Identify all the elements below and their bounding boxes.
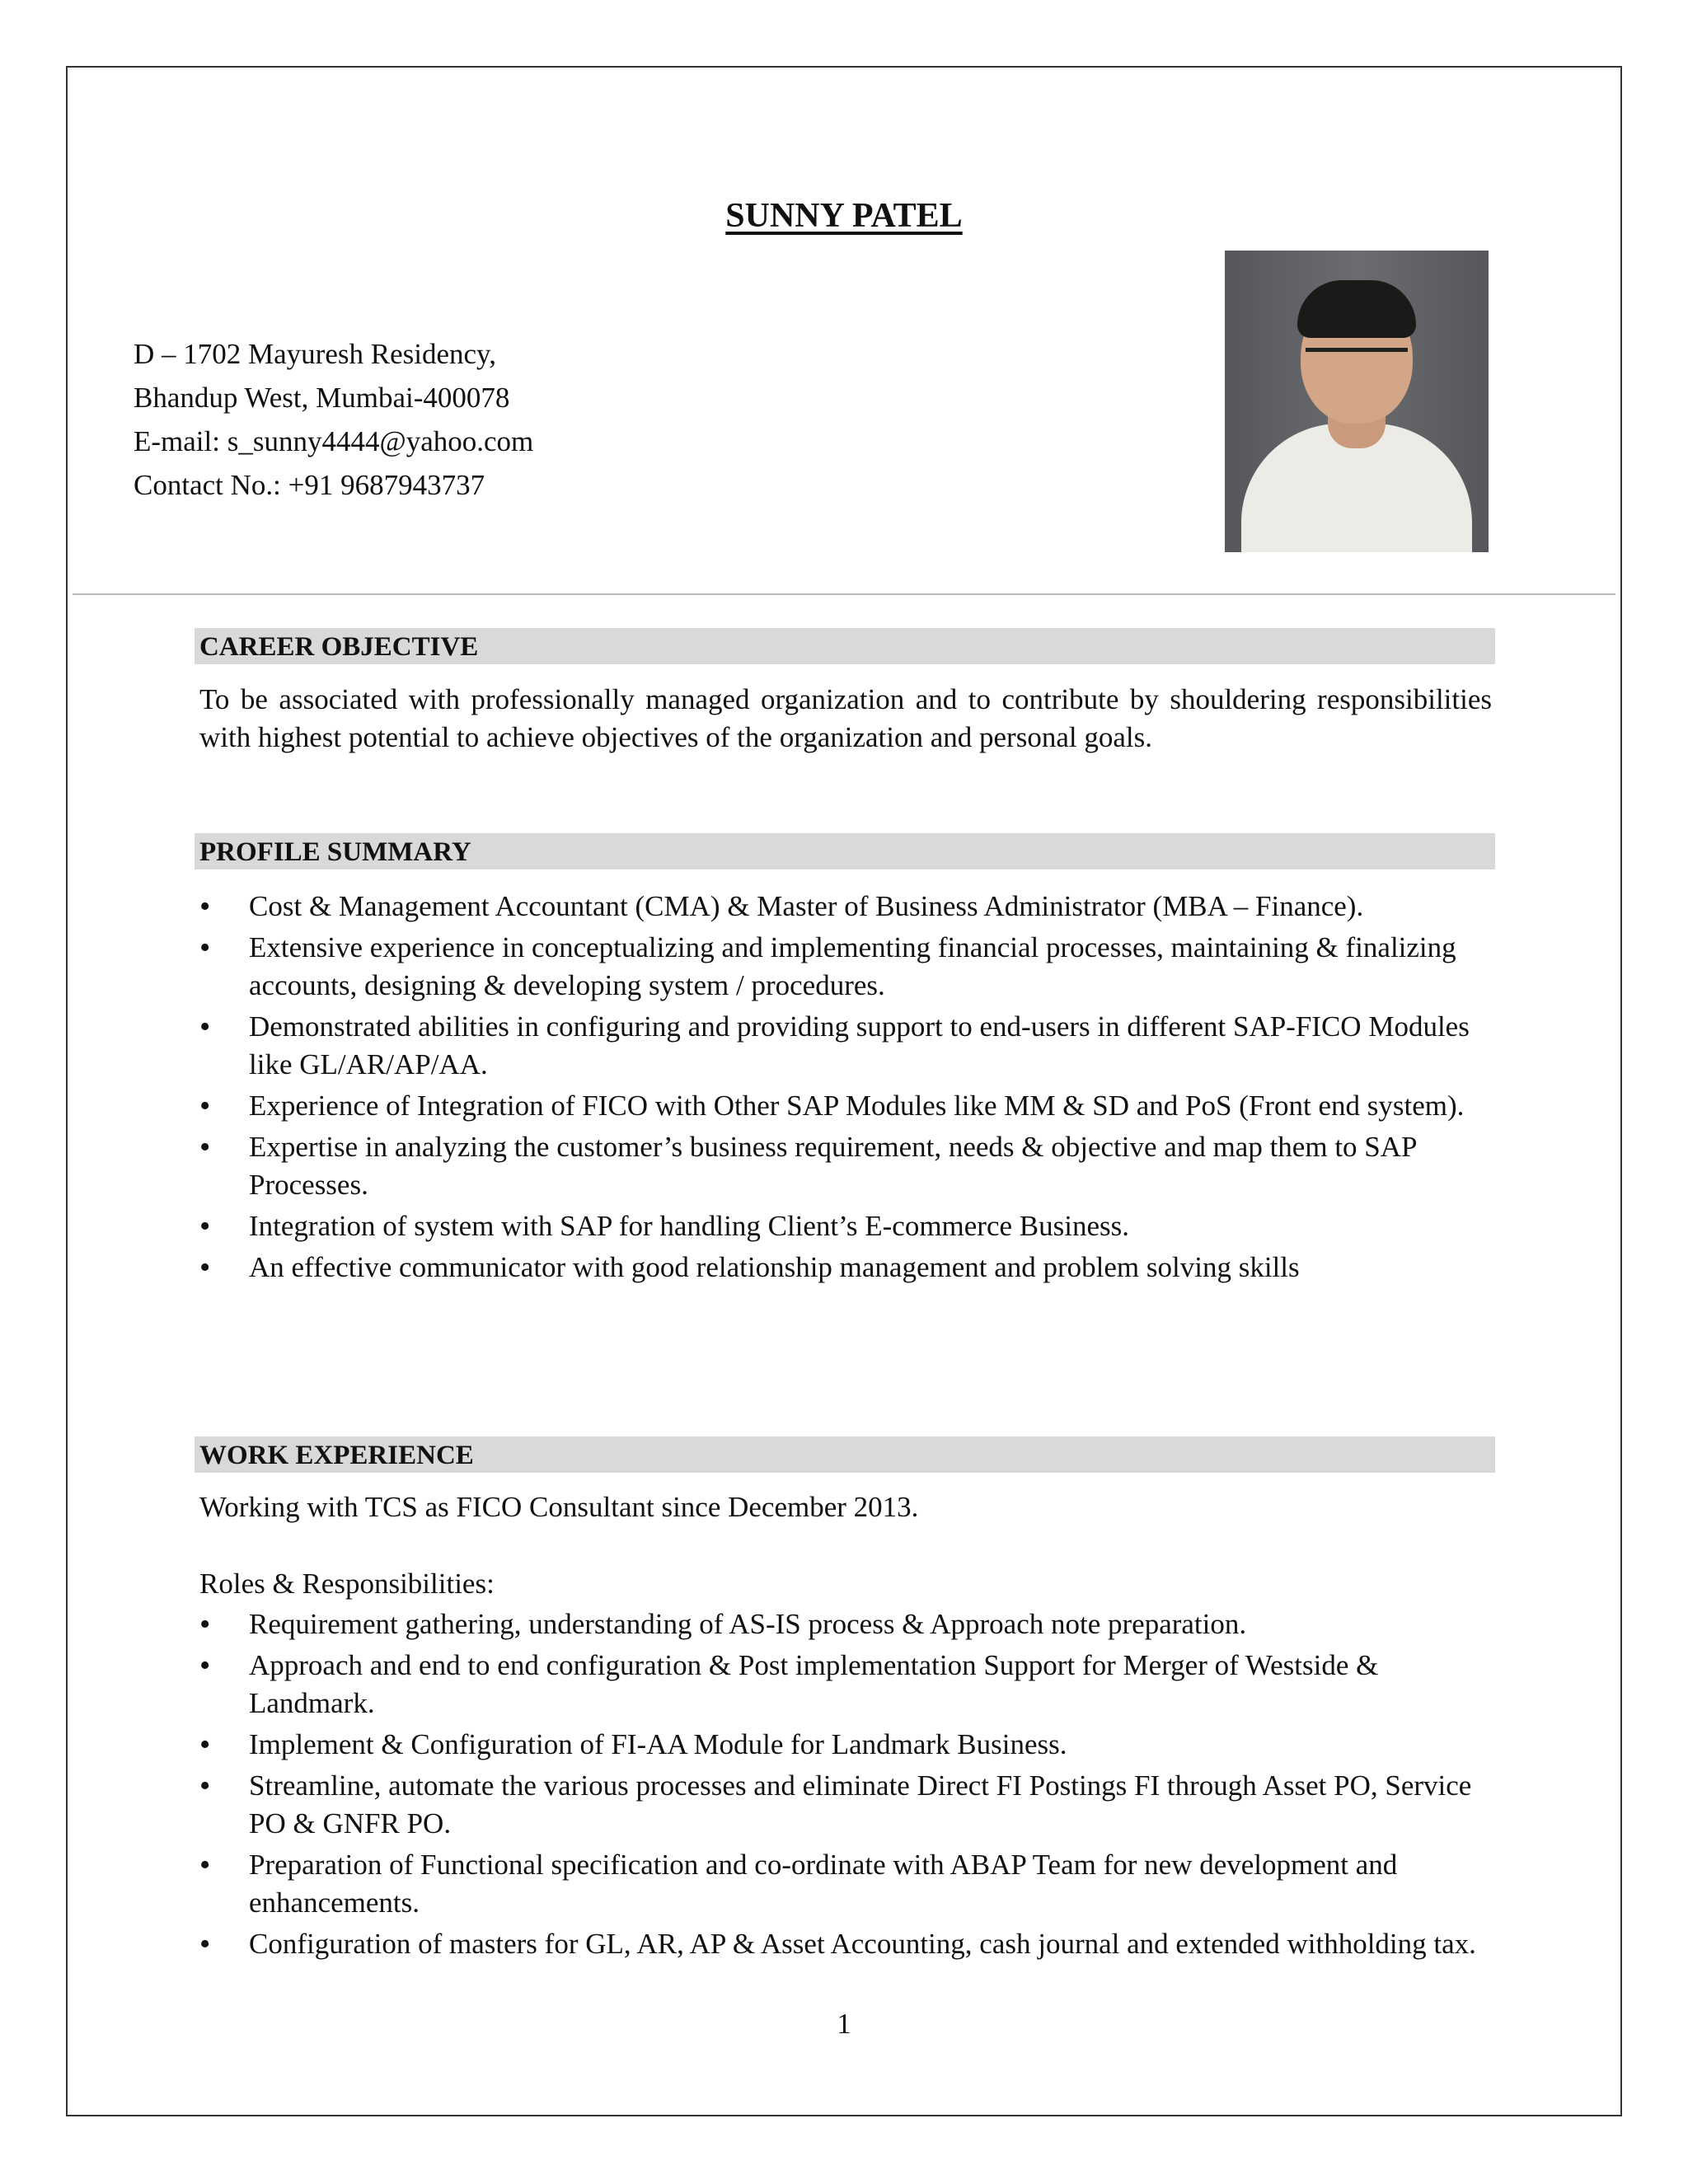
profile-photo bbox=[1225, 251, 1489, 552]
address-line-2: Bhandup West, Mumbai-400078 bbox=[134, 382, 510, 414]
photo-glasses bbox=[1306, 348, 1408, 369]
list-item: • Configuration of masters for GL, AR, AP & Asset Accounting, cash journal and extended withholding tax. bbox=[199, 1925, 1502, 1963]
list-item: • Integration of system with SAP for handling Client’s E-commerce Business. bbox=[199, 1207, 1502, 1245]
list-item: • Preparation of Functional specification and co-ordinate with ABAP Team for new development and enhancements. bbox=[199, 1846, 1502, 1922]
list-item: • Cost & Management Accountant (CMA) & Master of Business Administrator (MBA – Finance). bbox=[199, 888, 1502, 926]
list-item: • Extensive experience in conceptualizing and implementing financial processes, maintaining & finalizing accounts, designing & developing system / procedures. bbox=[199, 929, 1502, 1005]
section-heading-career-objective: CAREER OBJECTIVE bbox=[195, 628, 1495, 664]
contact-block bbox=[134, 332, 533, 507]
profile-summary-list bbox=[199, 888, 1502, 1290]
roles-heading: Roles & Responsibilities: bbox=[199, 1568, 495, 1600]
list-item: • Approach and end to end configuration & Post implementation Support for Merger of Westside & Landmark. bbox=[199, 1647, 1502, 1722]
list-item: • Expertise in analyzing the customer’s business requirement, needs & objective and map them to SAP Processes. bbox=[199, 1128, 1502, 1204]
section-heading-work-experience: WORK EXPERIENCE bbox=[195, 1436, 1495, 1473]
header-divider bbox=[73, 593, 1615, 595]
list-item: • Experience of Integration of FICO with Other SAP Modules like MM & SD and PoS (Front end system). bbox=[199, 1087, 1502, 1125]
list-item: • Requirement gathering, understanding of AS-IS process & Approach note preparation. bbox=[199, 1605, 1502, 1643]
contact-line: Contact No.: +91 9687943737 bbox=[134, 469, 485, 501]
email-line: E-mail: s_sunny4444@yahoo.com bbox=[134, 425, 534, 457]
list-item: • An effective communicator with good relationship management and problem solving skills bbox=[199, 1249, 1502, 1286]
page-number: 1 bbox=[837, 2008, 851, 2040]
list-item: • Streamline, automate the various processes and eliminate Direct FI Postings FI through Asset PO, Service PO & GNFR PO. bbox=[199, 1767, 1502, 1843]
list-item: • Implement & Configuration of FI-AA Module for Landmark Business. bbox=[199, 1726, 1502, 1764]
photo-hair bbox=[1297, 280, 1416, 338]
career-objective-text: To be associated with professionally managed organization and to contribute by shouldering responsibilities with highest potential to achieve objectives of the organization and personal goals. bbox=[199, 683, 1492, 753]
section-heading-profile-summary: PROFILE SUMMARY bbox=[195, 833, 1495, 869]
list-item: • Demonstrated abilities in configuring and providing support to end-users in different SAP-FICO Modules like GL/AR/AP/AA. bbox=[199, 1008, 1502, 1084]
responsibilities-list bbox=[199, 1605, 1502, 1966]
work-summary: Working with TCS as FICO Consultant since December 2013. bbox=[199, 1491, 919, 1523]
address-line-1: D – 1702 Mayuresh Residency, bbox=[134, 338, 497, 370]
resume-name: SUNNY PATEL bbox=[725, 197, 963, 235]
